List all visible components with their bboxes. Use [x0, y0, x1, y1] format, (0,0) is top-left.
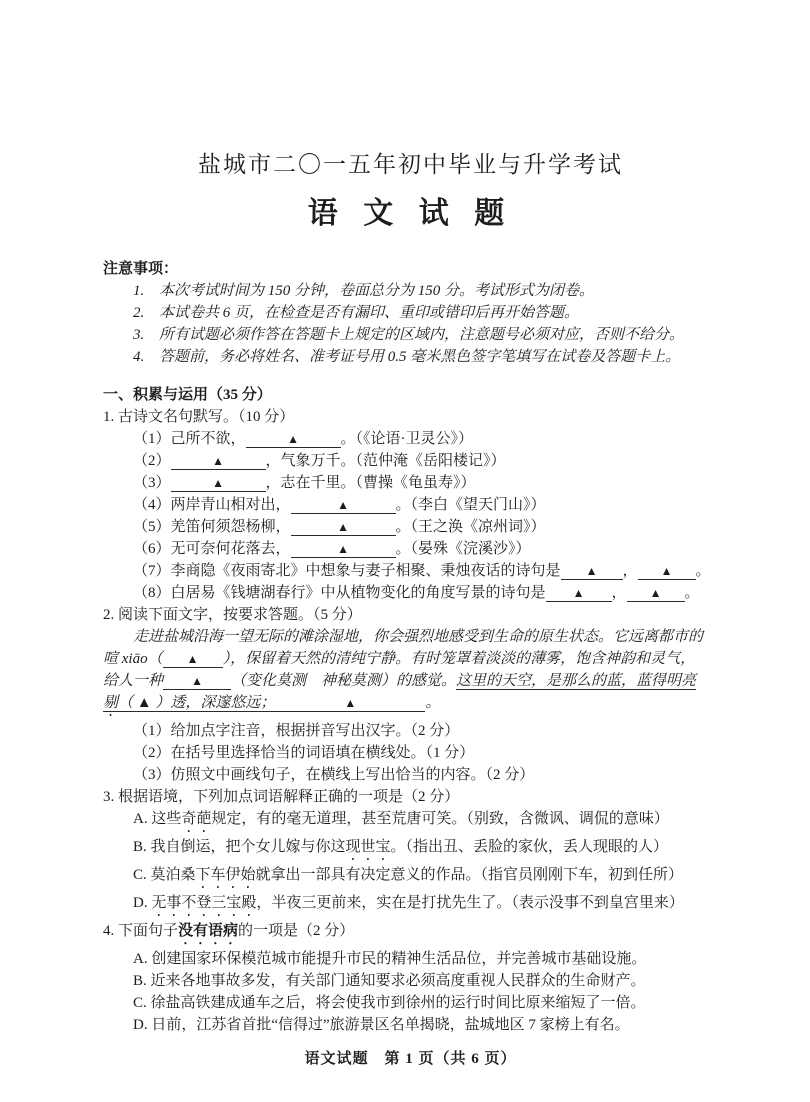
notice-item-text: 本次考试时间为 150 分钟，卷面总分为 150 分。考试形式为闭卷。: [159, 283, 595, 299]
text-run: 。（李白《望天门山》）: [395, 497, 546, 513]
answer-blank: ▲: [627, 586, 685, 602]
text-run: 走进盐城沿海一望无际的滩涂湿地，你会强烈地感受到生命的原生状态。它远离都市的: [133, 629, 704, 645]
text-run: （1）己所不欲，: [133, 431, 246, 447]
exam-title: 盐城市二〇一五年初中毕业与升学考试: [198, 152, 623, 177]
answer-blank: ▲: [291, 498, 396, 514]
answer-blank: ▲: [275, 696, 425, 712]
q1-item-6: [103, 538, 718, 560]
section1-heading: 一、积累与运用（35 分）: [103, 387, 272, 403]
text-run: 4. 下面句子: [103, 923, 179, 939]
text-run: （变化莫测 神秘莫测）的感觉。: [231, 673, 457, 689]
q4-option-d: D. 日前，江苏省首批“信得过”旅游景区名单揭晓，盐城地区 7 家榜上有名。: [133, 1017, 630, 1033]
text-run: （ ▲ ）透，深邃悠远；: [118, 695, 276, 711]
q1-item-8: [103, 582, 718, 604]
text-run: 。（指出丑、丢脸的家伙，丢人现眼的人）: [390, 839, 669, 855]
text-run: （6）无可奈何花落去，: [133, 541, 291, 557]
q4-stem: [103, 920, 718, 948]
answer-blank: ▲: [546, 586, 612, 602]
text-run: 。（王之涣《凉州词》）: [395, 519, 546, 535]
q2-stem: 2. 阅读下面文字，按要求答题。（5 分）: [103, 607, 362, 623]
text-run: 。: [684, 585, 700, 601]
answer-blank: ▲: [171, 454, 266, 470]
text-run: 规定，有的毫无道理，甚至荒唐可笑。（别致，含微讽、调侃的意味）: [211, 811, 669, 827]
q1-item-3: [103, 472, 718, 494]
text-run: （2）: [133, 453, 171, 469]
answer-blank: ▲: [163, 652, 223, 668]
answer-blank: ▲: [171, 476, 266, 492]
answer-blank: ▲: [291, 542, 396, 558]
q4-option-a: A. 创建国家环保模范城市能提升市民的精神生活品位，并完善城市基础设施。: [133, 951, 647, 967]
text-run: 下车伊始: [195, 867, 256, 883]
q3-option-a: [103, 808, 718, 836]
answer-blank: ▲: [638, 564, 696, 580]
text-run: ，气象万千。（范仲淹《岳阳楼记》）: [265, 453, 506, 469]
text-run: ，志在千里。（曹操《龟虽寿》）: [265, 475, 476, 491]
text-run: A. 这些: [133, 811, 182, 827]
q2-passage-line-3: [103, 670, 718, 692]
text-run: 给人一种: [103, 673, 164, 689]
notice-item-number: 1.: [133, 283, 145, 299]
answer-blank: ▲: [561, 564, 623, 580]
text-run: ，: [622, 563, 638, 579]
answer-blank: ▲: [246, 432, 341, 448]
notice-item-1: [103, 280, 718, 302]
text-run: 。（《论语·卫灵公》）: [340, 431, 474, 447]
text-run: （7）李商隐《夜雨寄北》中想象与妻子相聚、秉烛夜话的诗句是: [133, 563, 561, 579]
subject-title: 语 文 试 题: [307, 197, 514, 230]
q1-item-5: [103, 516, 718, 538]
notice-item-number: 4.: [133, 349, 145, 365]
text-run: ，半夜三更前来，实在是打扰先生了。（表示没事不到皇宫里来）: [256, 895, 684, 911]
q1-item-7: [103, 560, 718, 582]
q3-option-c: [103, 864, 718, 892]
notice-item-text: 答题前，务必将姓名、准考证号用 0.5 毫米黑色签字笔填写在试卷及答题卡上。: [159, 349, 681, 365]
notice-item-4: [103, 346, 718, 368]
text-run: （4）两岸青山相对出，: [133, 497, 291, 513]
notice-item-number: 2.: [133, 305, 145, 321]
text-run: （8）白居易《钱塘湖春行》中从植物变化的角度写景的诗句是: [133, 585, 546, 601]
answer-blank: ▲: [291, 520, 396, 536]
page-footer: 语文试题 第 1 页（共 6 页）: [304, 1051, 517, 1067]
text-run: C. 莫泊桑: [133, 867, 196, 883]
text-run: 奇葩: [181, 811, 212, 827]
q2-sub-1: （1）给加点字注音，根据拼音写出汉字。（2 分）: [133, 723, 460, 739]
q1-item-1: [103, 428, 718, 450]
q2-passage-line-4: [103, 692, 718, 720]
q4-option-c: C. 徐盐高铁建成通车之后，将会使我市到徐州的运行时间比原来缩短了一倍。: [133, 995, 646, 1011]
q3-stem: 3. 根据语境，下列加点词语解释正确的一项是（2 分）: [103, 789, 460, 805]
text-run: D.: [133, 895, 152, 911]
notice-item-text: 本试卷共 6 页，在检查是否有漏印、重印或错印后再开始答题。: [159, 305, 580, 321]
q2-passage-line-1: [103, 626, 718, 648]
text-run: （5）羌笛何须怨杨柳，: [133, 519, 291, 535]
q2-sub-2: （2）在括号里选择恰当的词语填在横线处。（1 分）: [133, 745, 475, 761]
q3-option-d: [103, 892, 718, 920]
text-run: ，: [611, 585, 627, 601]
text-run: 喧 xiāo（: [103, 651, 163, 667]
text-run: 。: [425, 695, 441, 711]
q1-item-4: [103, 494, 718, 516]
notice-item-2: [103, 302, 718, 324]
q1-stem: 1. 古诗文名句默写。（10 分）: [103, 409, 295, 425]
notice-heading: 注意事项：: [103, 261, 179, 277]
q3-option-b: [103, 836, 718, 864]
text-run: 。（晏殊《浣溪沙》）: [395, 541, 531, 557]
answer-blank: ▲: [163, 674, 231, 690]
notice-item-text: 所有试题必须作答在答题卡上规定的区域内，注意题号必须对应，否则不给分。: [159, 327, 685, 343]
text-run: 。: [695, 563, 711, 579]
text-run: ），保留着天然的清纯宁静。有时笼罩着淡淡的薄雾，饱含神韵和灵气，: [222, 651, 696, 667]
notice-item-number: 3.: [133, 327, 145, 343]
text-run: 就拿出一部具有决定意义的作品。（指官员刚刚下车，初到任所）: [255, 867, 684, 883]
notice-item-3: [103, 324, 718, 346]
text-run: 这里的天空，是那么的蓝，蓝得明亮: [456, 673, 697, 689]
q4-option-b: B. 近来各地事故多发，有关部门通知要求必须高度重视人民群众的生命财产。: [133, 973, 646, 989]
text-run: 无事不登三宝殿: [151, 895, 257, 911]
text-run: （3）: [133, 475, 171, 491]
q2-passage-line-2: [103, 648, 718, 670]
q2-sub-3: （3）仿照文中画线句子，在横线上写出恰当的内容。（2 分）: [133, 767, 535, 783]
q1-item-2: [103, 450, 718, 472]
text-run: 剔: [103, 695, 119, 711]
text-run: 现世宝: [345, 839, 391, 855]
text-run: 的一项是（2 分）: [238, 923, 355, 939]
text-run: 没有语病: [178, 923, 239, 939]
text-run: B. 我自倒运，把个女儿嫁与你这: [133, 839, 346, 855]
